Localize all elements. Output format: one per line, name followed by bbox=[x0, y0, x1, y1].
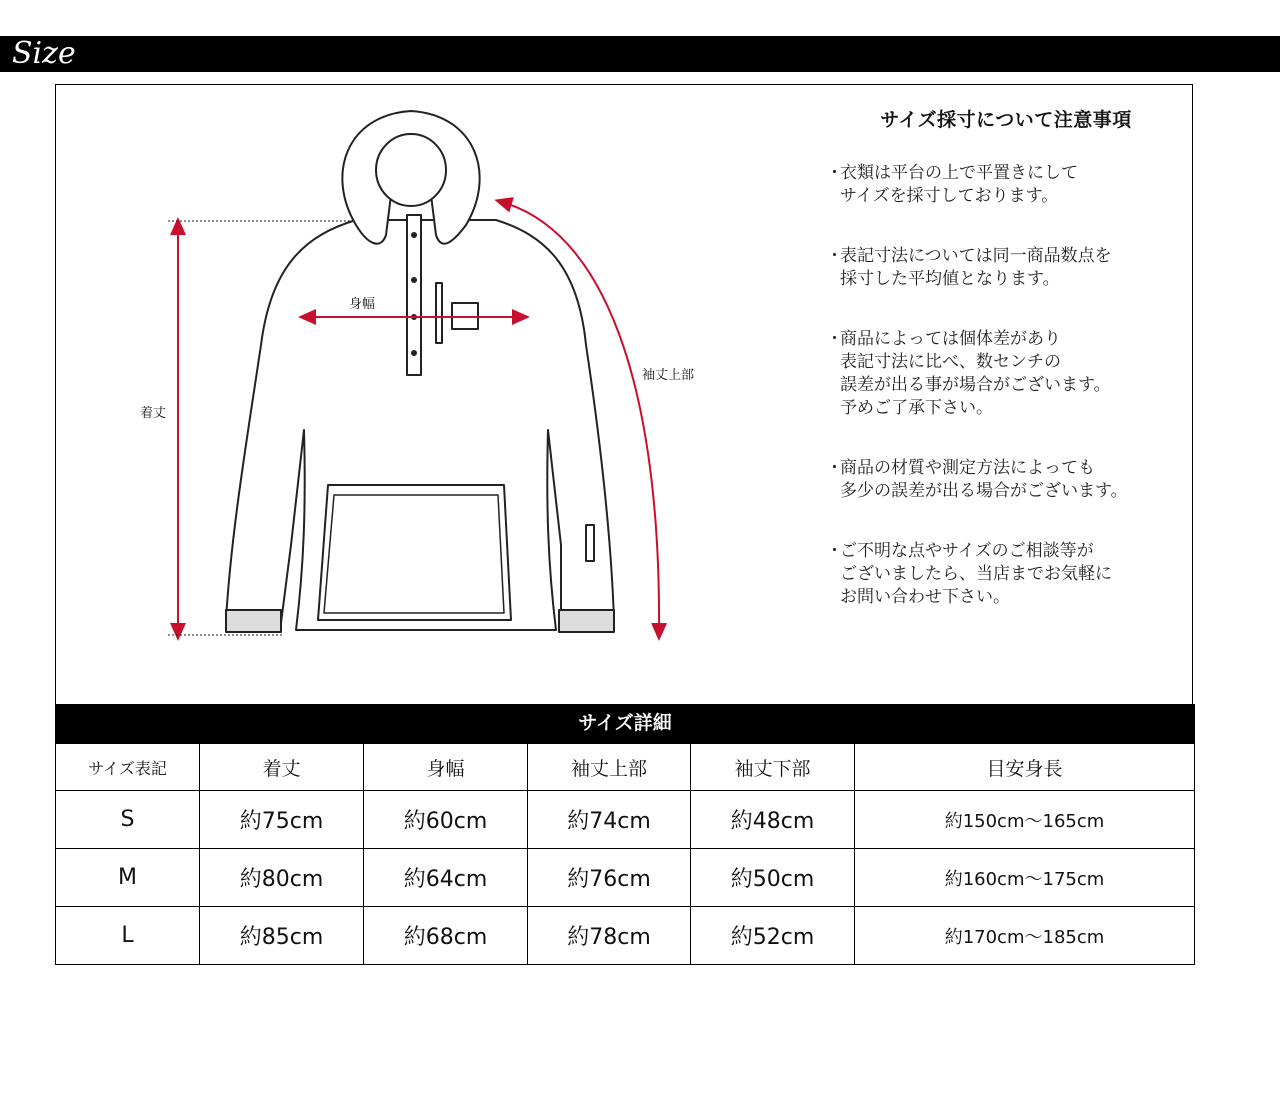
table-header-row bbox=[56, 744, 1195, 791]
column-header: 着丈 bbox=[200, 744, 364, 791]
size-detail-section bbox=[55, 704, 1195, 965]
table-row bbox=[56, 907, 1195, 965]
table-cell: 約75cm bbox=[200, 791, 364, 849]
note-text: 商品の材質や測定方法によっても 多少の誤差が出る場合がございます。 bbox=[840, 458, 1128, 501]
width-label: 身幅 bbox=[349, 297, 376, 312]
note-text: ご不明な点やサイズのご相談等が ございましたら、当店までお気軽に お問い合わせ下さい。 bbox=[840, 541, 1112, 607]
column-header: 目安身長 bbox=[855, 744, 1195, 791]
table-cell: 約170cm～185cm bbox=[855, 907, 1195, 965]
note-bullet: ・ bbox=[826, 329, 843, 349]
column-header: 袖丈上部 bbox=[528, 744, 691, 791]
note-text: 衣類は平台の上で平置きにして サイズを採寸しております。 bbox=[840, 163, 1078, 206]
column-header: 身幅 bbox=[364, 744, 528, 791]
table-cell: 約160cm～175cm bbox=[855, 849, 1195, 907]
table-row bbox=[56, 849, 1195, 907]
size-header-bar bbox=[0, 36, 1280, 72]
note-item bbox=[826, 457, 1186, 503]
measurement-notes bbox=[826, 105, 1186, 646]
note-bullet: ・ bbox=[826, 163, 843, 183]
table-cell: M bbox=[56, 849, 200, 907]
note-bullet: ・ bbox=[826, 458, 843, 478]
table-cell: 約85cm bbox=[200, 907, 364, 965]
table-cell: 約68cm bbox=[364, 907, 528, 965]
table-cell: 約150cm～165cm bbox=[855, 791, 1195, 849]
note-bullet: ・ bbox=[826, 541, 843, 561]
length-label: 着丈 bbox=[140, 406, 167, 421]
table-cell: 約80cm bbox=[200, 849, 364, 907]
table-cell: S bbox=[56, 791, 200, 849]
table-cell: 約50cm bbox=[691, 849, 855, 907]
hoodie-diagram bbox=[56, 85, 796, 705]
table-cell: 約48cm bbox=[691, 791, 855, 849]
column-header: サイズ表記 bbox=[56, 744, 200, 791]
note-text: 商品によっては個体差があり 表記寸法に比べ、数センチの 誤差が出る事が場合がございます。 予めご了承下さい。 bbox=[840, 329, 1111, 418]
note-item bbox=[826, 245, 1186, 291]
notes-heading: サイズ採寸について注意事項 bbox=[880, 109, 1132, 131]
note-item bbox=[826, 540, 1186, 609]
note-text: 表記寸法については同一商品数点を 採寸した平均値となります。 bbox=[840, 246, 1112, 289]
table-cell: 約60cm bbox=[364, 791, 528, 849]
table-cell: L bbox=[56, 907, 200, 965]
table-cell: 約78cm bbox=[528, 907, 691, 965]
table-cell: 約64cm bbox=[364, 849, 528, 907]
note-item bbox=[826, 162, 1186, 208]
table-cell: 約52cm bbox=[691, 907, 855, 965]
sleeve-upper-label: 袖丈上部 bbox=[642, 368, 695, 383]
size-table bbox=[55, 743, 1195, 965]
kangaroo-pocket bbox=[318, 485, 511, 620]
column-header: 袖丈下部 bbox=[691, 744, 855, 791]
table-row bbox=[56, 791, 1195, 849]
size-title: Size bbox=[12, 36, 76, 71]
note-bullet: ・ bbox=[826, 246, 843, 266]
table-cell: 約74cm bbox=[528, 791, 691, 849]
size-guide-panel bbox=[55, 84, 1193, 704]
table-cell: 約76cm bbox=[528, 849, 691, 907]
size-table-title: サイズ詳細 bbox=[55, 704, 1195, 743]
note-item bbox=[826, 328, 1186, 420]
